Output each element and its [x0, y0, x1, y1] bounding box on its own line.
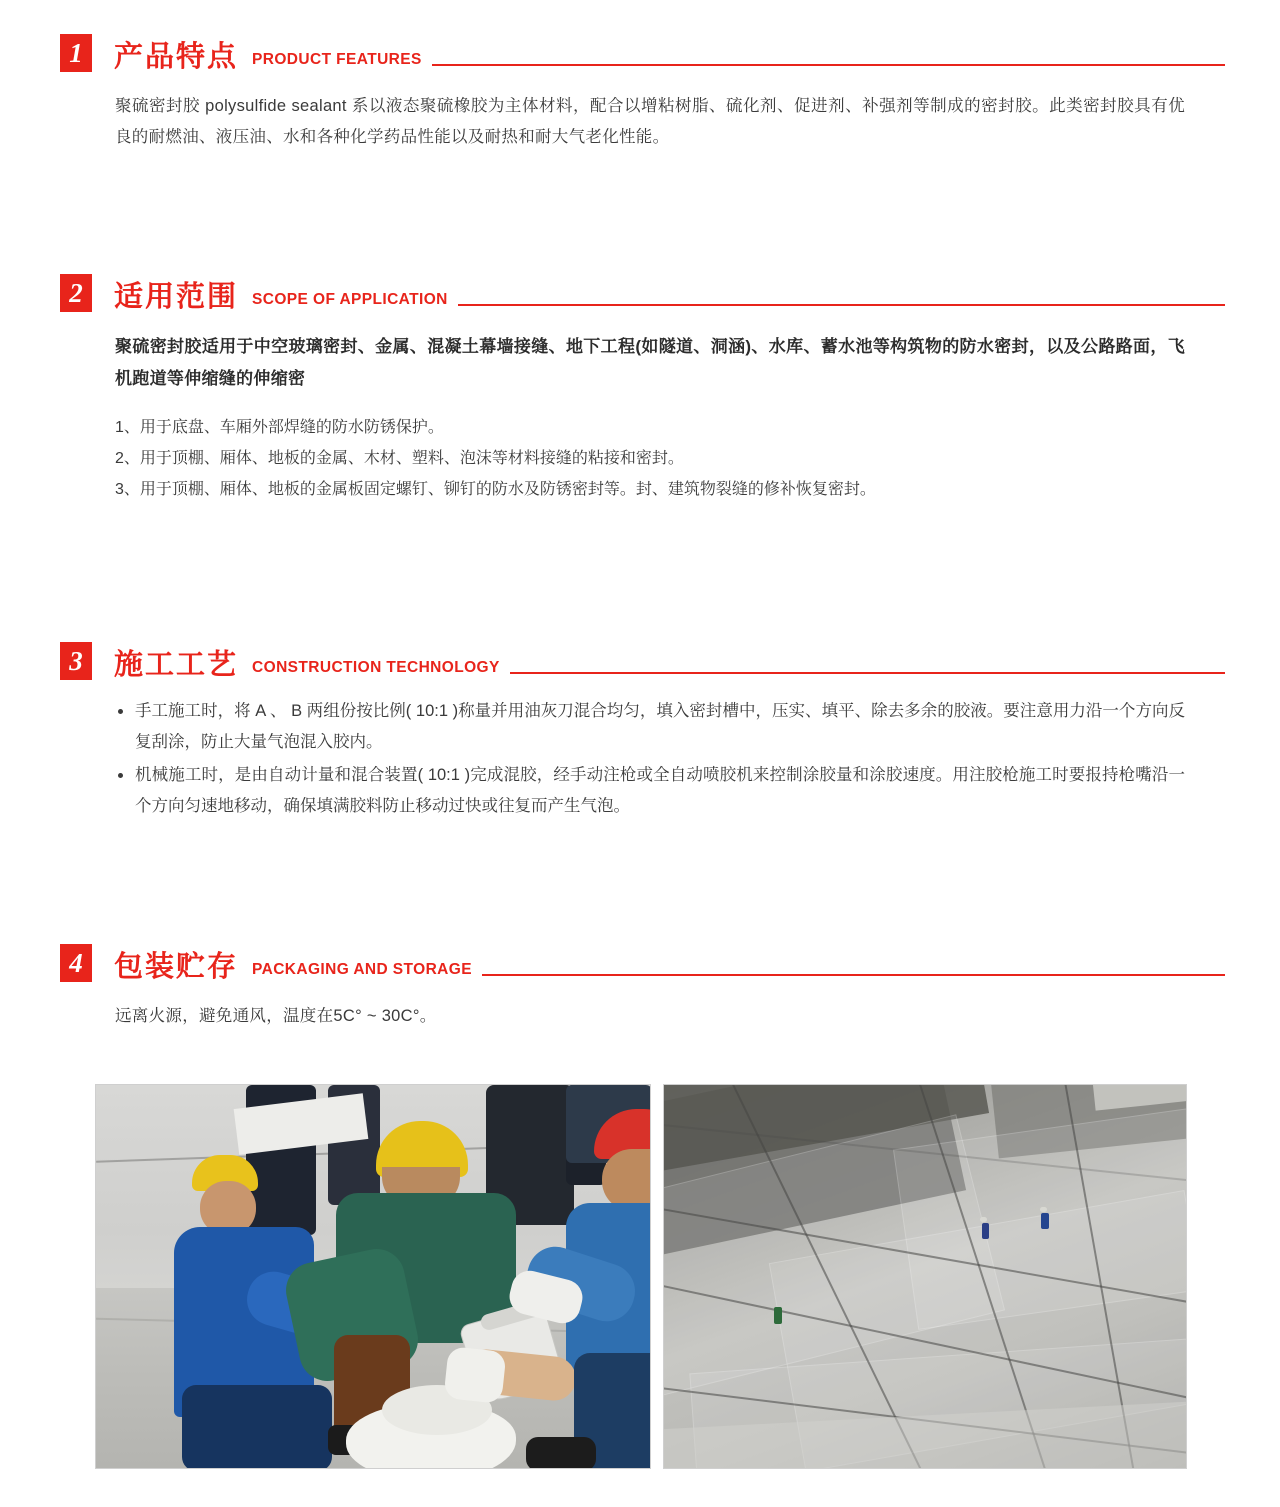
section-title-en: PACKAGING AND STORAGE	[252, 961, 472, 978]
list-item: 手工施工时，将 A 、 B 两组份按比例( 10:1 )称量并用油灰刀混合均匀，填入密封槽中，压实、填平、除去多余的胶液。要注意用力沿一个方向反复刮涂，防止大量气泡混入胶内。	[135, 696, 1185, 758]
distant-worker-helmet	[1040, 1207, 1047, 1212]
scope-list-item: 1、用于底盘、车厢外部焊缝的防水防锈保护。	[115, 419, 444, 436]
section-header	[0, 636, 1280, 682]
black-bag	[526, 1437, 596, 1469]
header-rule	[510, 672, 1225, 674]
distant-worker	[982, 1223, 989, 1239]
section-scope-of-application	[0, 268, 1280, 505]
section-number-badge: 3	[60, 642, 92, 680]
header-rule	[458, 304, 1225, 306]
dam-slope-aerial-photo	[663, 1084, 1187, 1469]
distant-worker-helmet	[980, 1217, 987, 1222]
section-title-en: PRODUCT FEATURES	[252, 51, 422, 68]
paragraph: 聚硫密封胶 polysulfide sealant 系以液态聚硫橡胶为主体材料，配合以增粘树脂、硫化剂、促进剂、补强剂等制成的密封胶。此类密封胶具有优良的耐燃油、液压油、水和各种化学药品性能以及耐热和耐大气老化性能。	[115, 96, 1185, 146]
distant-worker	[774, 1307, 782, 1324]
section-body	[0, 331, 1280, 505]
section-title-cn: 施工工艺	[114, 649, 239, 681]
header-rule	[432, 64, 1225, 66]
list-item: 机械施工时，是由自动计量和混合装置( 10:1 )完成混胶，经手动注枪或全自动喷胶机来控制涂胶量和涂胶速度。用注胶枪施工时要报持枪嘴沿一个方向匀速地移动，确保填满胶料防止移动过快或往复而产生气泡。	[135, 760, 1185, 822]
section-header	[0, 938, 1280, 984]
scope-lead-text: 聚硫密封胶适用于中空玻璃密封、金属、混凝土幕墙接缝、地下工程(如隧道、洞涵)、水库、蓄水池等构筑物的防水密封，以及公路路面，飞机跑道等伸缩缝的伸缩密	[115, 337, 1185, 388]
header-rule	[482, 974, 1225, 976]
section-body	[0, 696, 1280, 822]
section-title-cn: 产品特点	[114, 41, 239, 73]
paragraph: 远离火源，避免通风，温度在5C° ~ 30C°。	[115, 1006, 437, 1025]
distant-worker	[1041, 1213, 1049, 1229]
section-number-badge: 1	[60, 34, 92, 72]
section-title-cn: 适用范围	[114, 281, 239, 313]
section-product-features	[0, 28, 1280, 169]
section-number-badge: 4	[60, 944, 92, 982]
worker-face	[602, 1149, 651, 1211]
section-title-cn: 包装贮存	[114, 951, 239, 983]
section-header	[0, 268, 1280, 314]
section-title-en: CONSTRUCTION TECHNOLOGY	[252, 659, 500, 676]
section-body	[0, 91, 1280, 153]
photo-gallery	[95, 1084, 1187, 1469]
workers-mixing-sealant-photo	[95, 1084, 651, 1469]
section-title-en: SCOPE OF APPLICATION	[252, 291, 448, 308]
section-construction-technology	[0, 636, 1280, 824]
worker-trousers	[182, 1385, 332, 1469]
scope-list-item: 3、用于顶棚、厢体、地板的金属板固定螺钉、铆钉的防水及防锈密封等。封、建筑物裂缝的修补恢复密封。	[115, 481, 876, 498]
section-header	[0, 28, 1280, 74]
work-glove	[443, 1346, 506, 1404]
scope-list-item: 2、用于顶棚、厢体、地板的金属、木材、塑料、泡沫等材料接缝的粘接和密封。	[115, 450, 684, 467]
section-number-badge: 2	[60, 274, 92, 312]
section-body	[0, 1001, 1280, 1032]
construction-bullet-list	[115, 696, 1185, 822]
section-packaging-and-storage	[0, 938, 1280, 1048]
